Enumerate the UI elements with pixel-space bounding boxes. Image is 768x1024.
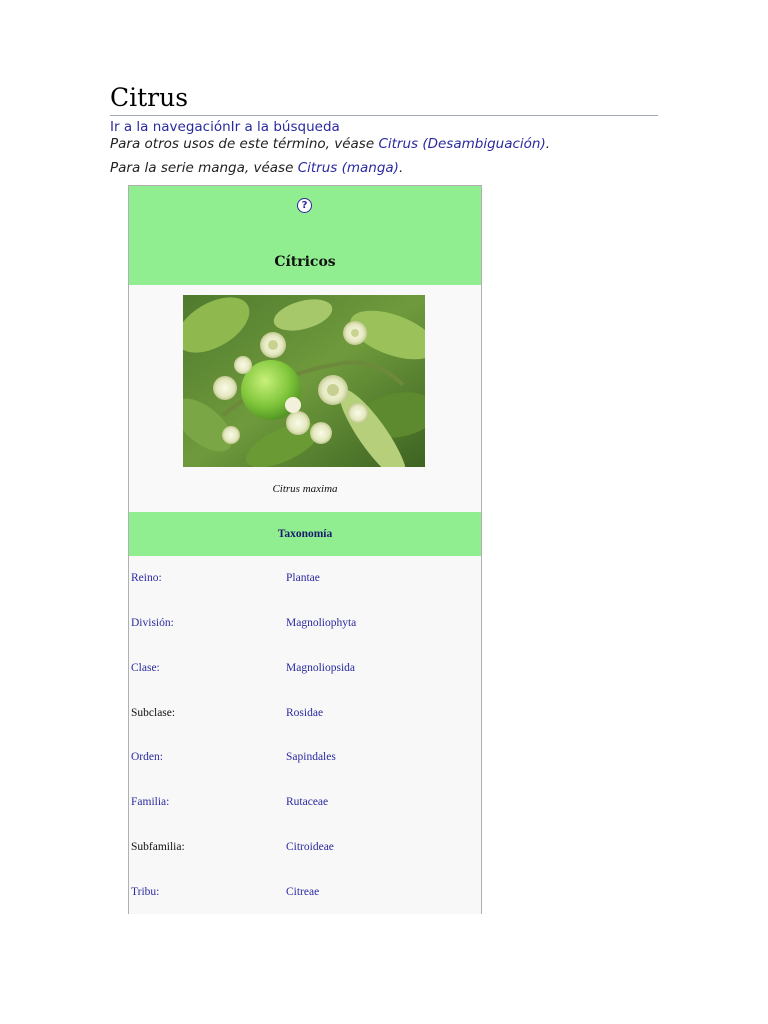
taxonomy-row — [129, 886, 481, 906]
taxonomy-value[interactable]: Citreae — [286, 886, 320, 898]
taxonomy-value[interactable]: Sapindales — [286, 751, 336, 763]
taxobox-title: Cítricos — [274, 254, 336, 270]
hatnote-suffix: . — [398, 160, 404, 176]
jump-links[interactable]: Ir a la navegaciónIr a la búsqueda — [110, 119, 340, 135]
taxobox-header — [129, 186, 481, 285]
help-circle-icon[interactable]: ? — [297, 198, 312, 213]
page-title: Citrus — [110, 83, 189, 112]
taxonomy-row — [129, 662, 481, 682]
taxobox-image-area — [129, 285, 481, 511]
hatnote-disambiguation — [110, 136, 550, 152]
taxonomy-label[interactable]: Reino: — [131, 572, 162, 584]
taxonomy-header[interactable]: Taxonomía — [129, 512, 481, 556]
taxonomy-label: Subfamilia: — [131, 841, 185, 853]
hatnote-manga — [110, 160, 403, 176]
hatnote-suffix: . — [545, 136, 551, 152]
taxonomy-value[interactable]: Magnoliophyta — [286, 617, 357, 629]
taxonomy-row — [129, 572, 481, 592]
title-divider — [110, 115, 658, 116]
image-caption: Citrus maxima — [272, 483, 338, 495]
disambiguation-link[interactable]: Citrus (Desambiguación) — [378, 136, 546, 152]
taxonomy-row — [129, 796, 481, 816]
taxonomy-label: Subclase: — [131, 707, 176, 719]
taxonomy-value[interactable]: Plantae — [286, 572, 320, 584]
taxonomy-value[interactable]: Rosidae — [286, 707, 324, 719]
taxonomy-value[interactable]: Citroideae — [286, 841, 334, 853]
taxonomy-label[interactable]: Tribu: — [131, 886, 160, 898]
taxonomy-label[interactable]: Familia: — [131, 796, 170, 808]
taxonomy-row — [129, 617, 481, 637]
hatnote-text: Para otros usos de este término, véase — [110, 136, 379, 152]
taxonomy-label[interactable]: Clase: — [131, 662, 160, 674]
citrus-photo[interactable] — [183, 295, 425, 467]
taxobox — [128, 185, 482, 914]
taxonomy-row — [129, 841, 481, 861]
taxonomy-row — [129, 707, 481, 727]
taxonomy-row — [129, 751, 481, 771]
hatnote-text: Para la serie manga, véase — [110, 160, 298, 176]
taxonomy-label[interactable]: División: — [131, 617, 174, 629]
manga-link[interactable]: Citrus (manga) — [297, 160, 399, 176]
taxonomy-value[interactable]: Rutaceae — [286, 796, 329, 808]
taxonomy-value[interactable]: Magnoliopsida — [286, 662, 355, 674]
taxonomy-label[interactable]: Orden: — [131, 751, 163, 763]
